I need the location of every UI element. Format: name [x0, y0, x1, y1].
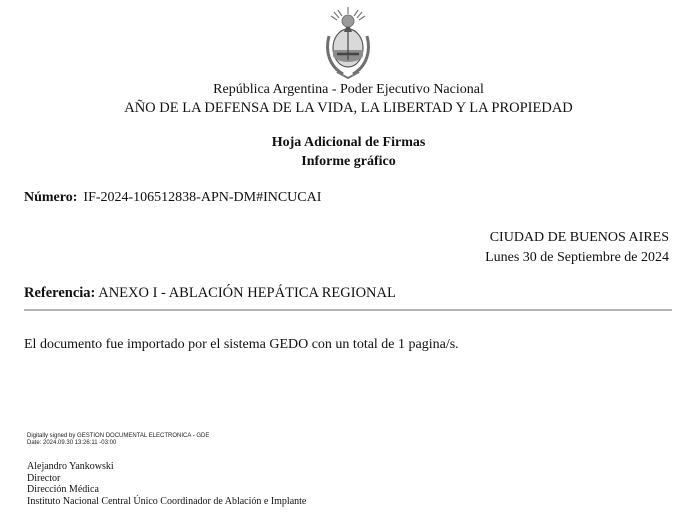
header-line-1: República Argentina - Poder Ejecutivo Nacional [213, 82, 484, 97]
document-subtitle: Informe gráfico [301, 154, 396, 169]
date: Lunes 30 de Septiembre de 2024 [485, 250, 669, 265]
reference-label: Referencia: [24, 285, 96, 301]
coat-of-arms-icon [321, 6, 375, 82]
digital-signature [27, 433, 209, 447]
document-number-label: Número: [24, 190, 78, 205]
signer-department: Dirección Médica [27, 484, 99, 495]
body-text: El documento fue importado por el sistema GEDO con un total de 1 pagina/s. [24, 337, 459, 352]
signer-institution: Instituto Nacional Central Único Coordinador de Ablación e Implante [27, 495, 307, 507]
reference-value: ANEXO I - ABLACIÓN HEPÁTICA REGIONAL [98, 285, 396, 301]
document-title: Hoja Adicional de Firmas [271, 135, 426, 150]
reference [24, 285, 396, 302]
digital-signature-line-2: Date: 2024.09.30 13:26:11 -03:00 [27, 440, 117, 446]
digital-signature-line-1: Digitally signed by GESTION DOCUMENTAL ELECTRONICA - GDE [27, 433, 210, 439]
document-number-value: IF-2024-106512838-APN-DM#INCUCAI [83, 190, 322, 205]
signer-role: Director [27, 472, 61, 484]
signer-name: Alejandro Yankowski [27, 461, 114, 472]
divider [24, 309, 672, 311]
header-line-2: AÑO DE LA DEFENSA DE LA VIDA, LA LIBERTAD Y LA PROPIEDAD [124, 100, 573, 116]
document-number [24, 190, 321, 206]
signer-block [27, 461, 306, 507]
city: CIUDAD DE BUENOS AIRES [489, 230, 669, 245]
